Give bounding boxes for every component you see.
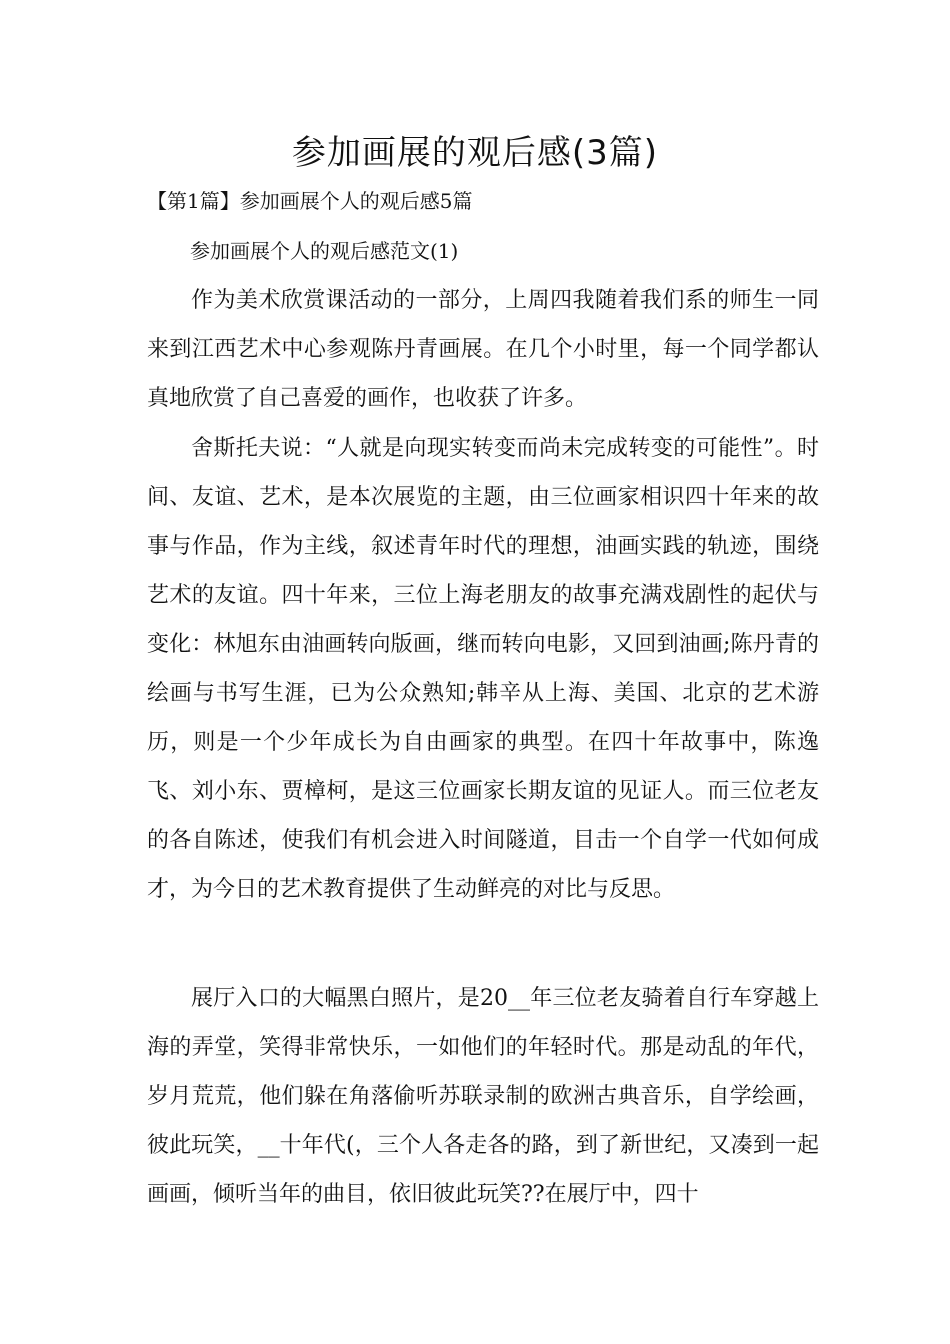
section-subheading: 【第1篇】参加画展个人的观后感5篇 — [147, 189, 473, 213]
essay-heading: 参加画展个人的观后感范文(1) — [190, 239, 459, 263]
paragraph-2: 舍斯托夫说：“人就是向现实转变而尚未完成转变的可能性”。时间、友谊、艺术，是本次展览的主题，由三位画家相识四十年来的故事与作品，作为主线，叙述青年时代的理想，油画实践的轨迹，围绕艺术的友谊。四十年来，三位上海老朋友的故事充满戏剧性的起伏与变化：林旭东由油画转向版画，继而转向电影，又回到油画;陈丹青的绘画与书写生涯，已为公众熟知;韩辛从上海、美国、北京的艺术游历，则是一个少年成长为自由画家的典型。在四十年故事中，陈逸飞、刘小东、贾樟柯，是这三位画家长期友谊的见证人。而三位老友的各自陈述，使我们有机会进入时间隧道，目击一个自学一代如何成才，为今日的艺术教育提供了生动鲜亮的对比与反思。 — [147, 436, 819, 902]
paragraph-3: 展厅入口的大幅黑白照片，是20__年三位老友骑着自行车穿越上海的弄堂，笑得非常快乐，一如他们的年轻时代。那是动乱的年代，岁月荒荒，他们躲在角落偷听苏联录制的欧洲古典音乐，自学绘画，彼此玩笑，__十年代(，三个人各走各的路，到了新世纪，又凑到一起画画，倾听当年的曲目，依旧彼此玩笑??在展厅中，四十 — [147, 986, 819, 1207]
document-title: 参加画展的观后感(3篇) — [291, 133, 659, 173]
paragraph-1: 作为美术欣赏课活动的一部分，上周四我随着我们系的师生一同来到江西艺术中心参观陈丹青画展。在几个小时里，每一个同学都认真地欣赏了自己喜爱的画作，也收获了许多。 — [147, 288, 819, 411]
